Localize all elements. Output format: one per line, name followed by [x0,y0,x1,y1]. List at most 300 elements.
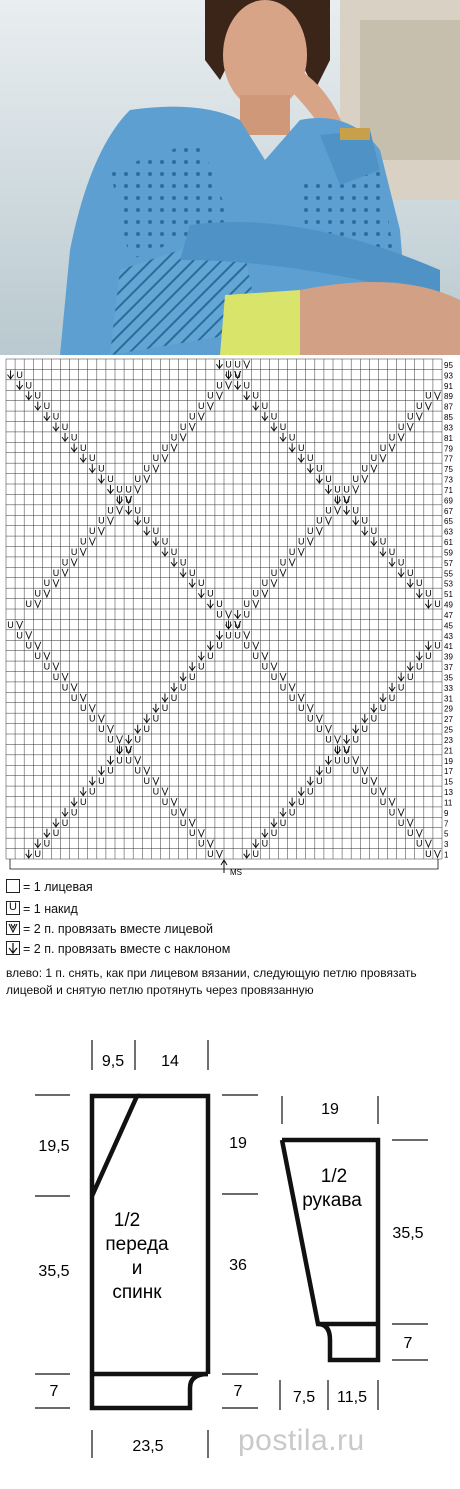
yarn-over-symbol: U [125,755,132,766]
yarn-over-symbol: U [316,515,323,526]
yarn-over-symbol: U [134,474,141,484]
yarn-over-symbol: U [170,432,178,443]
ssk-symbol [53,818,59,826]
yarn-over-symbol: U [361,515,369,526]
front-back-label-2: переда [105,1234,169,1255]
k2tog-symbol [416,829,422,836]
yarn-over-symbol: U [152,526,160,537]
yarn-over-symbol: U [425,849,432,859]
yarn-over-symbol: U [107,734,114,745]
k2tog-symbol [35,600,41,607]
sleeve-label-2: рукава [302,1190,362,1211]
row-number: 11 [444,798,453,808]
row-number: 61 [444,538,453,547]
row-number: 7 [444,819,449,829]
ssk-symbol [244,391,250,399]
ssk-symbol [344,506,350,514]
yarn-over-symbol: U [279,557,287,568]
yarn-over-symbol: U [43,838,51,849]
yarn-over-symbol: U [25,640,32,651]
ssk-symbol [271,423,277,431]
yarn-over-symbol: U [107,474,114,484]
yarn-over-symbol: U [225,359,232,370]
yarn-over-symbol: U [297,536,305,547]
yarn-over-symbol: U [307,526,314,537]
ssk-symbol [344,735,350,743]
k2tog-symbol [289,558,295,565]
ssk-symbol [262,829,268,837]
yarn-over-symbol: U [89,713,96,724]
yarn-over-symbol: U [397,557,405,568]
k2tog-symbol [62,569,68,576]
row-number: 17 [444,767,453,777]
k2tog-symbol [89,704,95,711]
yarn-over-symbol: U [52,567,60,578]
k2tog-symbol [407,819,413,826]
yarn-over-symbol: U [397,421,405,432]
row-number: 73 [444,475,453,485]
row-number: 57 [444,558,453,568]
yarn-over-symbol: U [89,786,96,797]
row-number: 33 [444,683,453,693]
row-number: 59 [444,548,453,558]
row-number: 35 [444,673,453,683]
k2tog-symbol [53,663,59,670]
k2tog-symbol [171,444,177,451]
k2tog-symbol [144,475,150,482]
ssk-symbol [298,454,304,462]
k2tog-symbol [98,715,104,722]
ssk-symbol [298,787,304,795]
yarn-over-symbol: U [370,713,378,724]
yarn-over-symbol: U [98,463,105,474]
dim-sleeve-top: 19 [321,1101,339,1118]
k2tog-symbol [44,590,50,597]
yarn-over-symbol: U [325,765,332,776]
dim-sleeve-cuff: 7 [403,1335,413,1352]
yarn-over-symbol: U [79,703,87,714]
yarn-over-symbol: U [134,765,141,776]
ssk-symbol [362,527,368,535]
yarn-over-symbol: U [152,786,160,797]
yarn-over-symbol: U [188,671,196,682]
k2tog-symbol [380,454,386,461]
ssk-symbol [262,412,268,420]
yarn-over-symbol: U [125,494,132,505]
yarn-over-symbol: U [334,744,341,755]
yarn-over-symbol: U [188,828,196,839]
row-number: 29 [444,704,453,714]
k2tog-symbol [35,642,41,649]
k2tog-symbol [153,465,159,472]
ssk-symbol [135,516,141,524]
yarn-over-symbol: U [261,578,269,589]
yarn-over-symbol: U [325,474,332,484]
k2tog-symbol [117,506,123,513]
yarn-over-symbol: U [352,474,359,484]
yarn-over-symbol: U [225,630,232,641]
k2tog-symbol [244,361,250,368]
yarn-over-symbol: U [34,849,42,859]
row-number: 19 [444,756,453,766]
yarn-over-symbol: U [188,411,196,422]
k2tog-symbol [298,694,304,701]
yarn-over-symbol: U [252,651,260,662]
yarn-over-symbol: U [161,536,169,547]
k2tog-symbol [226,611,232,618]
yarn-over-symbol: U [234,630,241,641]
k2tog-symbol [44,652,50,659]
yarn-over-symbol: U [61,421,69,432]
yarn-over-symbol: U [325,734,332,745]
ssk-symbol [307,777,313,785]
row-number: 1 [444,850,449,860]
row-number: 21 [444,746,453,756]
k2tog-symbol [80,694,86,701]
yarn-over-symbol: U [134,505,141,516]
yarn-over-symbol: U [352,734,359,745]
k2tog-symbol [226,381,232,388]
row-number: 71 [444,485,453,495]
k2tog-symbol [325,517,331,524]
yarn-over-symbol: U [125,744,132,755]
dim-left-upper: 19,5 [38,1138,70,1155]
yarn-over-symbol: U [361,463,369,474]
row-number: 79 [444,444,453,454]
k2tog-symbol [307,538,313,545]
k2tog-symbol [117,736,123,743]
k2tog-symbol [307,704,313,711]
row-number: 3 [444,840,449,850]
yarn-over-symbol: U [388,807,396,818]
k2tog-symbol [362,475,368,482]
ssk-symbol [389,683,395,691]
ssk-symbol [407,579,413,587]
k2tog-symbol [316,527,322,534]
ssk-symbol [316,766,322,774]
k2tog-symbol [198,413,204,420]
knitting-chart [0,355,460,875]
yarn-over-symbol: U [416,578,423,589]
k2tog-symbol [271,579,277,586]
knitting-chart-grid [0,355,460,875]
k2tog-symbol [271,663,277,670]
ssk-symbol [380,548,386,556]
ssk-symbol [62,433,68,441]
yarn-over-symbol: U [70,692,78,703]
yarn-over-symbol: U [107,505,114,516]
k2tog-symbol [162,788,168,795]
yarn-over-symbol: U [98,724,105,734]
yarn-over-symbol: U [270,567,278,578]
yarn-over-symbol: U [297,796,305,807]
row-number: 23 [444,735,453,745]
ssk-symbol [35,402,41,410]
dim-sleeve-length: 35,5 [392,1225,424,1242]
k2tog-symbol [26,631,32,638]
k2tog-symbol [198,829,204,836]
row-number: 27 [444,715,453,725]
k2tog-symbol [153,777,159,784]
pattern-schematics [0,1030,460,1484]
k2tog-symbol [353,486,359,493]
yarn-over-symbol: U [352,765,359,776]
row-number: 69 [444,496,453,506]
yarn-over-symbol: U [406,411,414,422]
yarn-over-symbol: U [425,390,432,401]
ssk-symbol [425,641,431,649]
yarn-over-symbol: U [43,578,51,589]
yarn-over-symbol: U [188,567,196,578]
yarn-over-symbol: U [179,682,187,693]
yarn-over-symbol: U [234,619,241,630]
yarn-over-symbol: U [307,786,314,797]
yarn-over-symbol: U [225,369,232,380]
ssk-symbol [307,464,313,472]
yarn-over-symbol: U [161,442,169,453]
row-number: 75 [444,465,453,475]
ssk-symbol [416,652,422,660]
row-number: 49 [444,600,453,610]
yarn-over-symbol: U [243,599,250,609]
yarn-over-symbol: U [16,369,23,380]
dim-bottom-width: 23,5 [132,1438,164,1455]
yarn-over-symbol: U [198,401,205,412]
yarn-over-symbol: U [270,671,278,682]
yarn-over-symbol: U [252,588,260,599]
ssk-symbol [162,693,168,701]
yarn-over-symbol: U [107,765,114,776]
ssk-symbol [380,693,386,701]
yarn-over-symbol: U [34,390,42,401]
k2tog-symbol [135,486,141,493]
ssk-symbol [289,798,295,806]
k2tog-symbol [189,819,195,826]
yarn-over-symbol: U [316,724,323,734]
yarn-over-symbol: U [225,619,232,630]
yarn-over-symbol: U [98,515,105,526]
yarn-over-symbol: U [397,682,405,693]
yarn-over-symbol: U [116,744,123,755]
ssk-symbol [207,600,213,608]
k2tog-symbol [89,538,95,545]
k2tog-symbol [17,621,23,628]
yarn-over-symbol: U [170,546,178,557]
yarn-over-symbol: U [370,526,378,537]
yarn-over-symbol: U [379,442,387,453]
row-number: 95 [444,360,453,370]
k2tog-symbol [434,850,440,857]
row-number: 83 [444,423,453,433]
legend-knit: = 1 лицевая [6,879,93,895]
yarn-over-symbol: U [116,484,123,495]
yarn-over-symbol: U [416,838,423,849]
yarn-over-symbol: U [207,588,214,599]
row-number: 25 [444,725,453,735]
k2tog-symbol [353,756,359,763]
k2tog-symbol [180,808,186,815]
k2tog-symbol-icon [6,921,20,935]
legend [0,875,460,1025]
yarn-over-symbol: U [343,755,350,766]
yarn-over-symbol: U [334,484,341,495]
ssk-symbol [26,391,32,399]
yarn-over-symbol: U [98,776,105,787]
yarn-over-symbol: U [125,484,132,495]
k2tog-symbol [244,631,250,638]
ssk-symbol [171,683,177,691]
dim-sleeve-bottom-right: 11,5 [337,1389,367,1406]
ssk-symbol [235,610,241,618]
yarn-over-symbol: U [52,411,60,422]
yarn-over-symbol: U [170,807,178,818]
yarn-over-symbol: U [307,453,314,464]
k2tog-symbol [389,444,395,451]
yarn-over-symbol: U [279,817,287,828]
row-number: 15 [444,777,453,787]
dim-left-bottom: 7 [49,1383,59,1400]
k2tog-symbol [289,683,295,690]
yarn-over-symbol: U [116,494,123,505]
k2tog-symbol [389,798,395,805]
ssk-symbol [180,673,186,681]
yarn-over-symbol: U [406,671,414,682]
yarn-over-symbol: U [179,421,187,432]
row-number: 55 [444,569,453,579]
yarn-over-symbol: U [216,640,223,651]
yarn-over-symbol: U [370,453,378,464]
row-number: 39 [444,652,453,662]
ssk-symbol [135,725,141,733]
yarn-over-symbol: U [252,390,260,401]
yarn-over-symbol: U [216,609,223,620]
row-number: 53 [444,579,453,589]
yarn-over-symbol: U [379,796,387,807]
row-number: 13 [444,788,453,797]
front-back-label-1: 1/2 [113,1210,141,1231]
ssk-symbol [62,808,68,816]
yarn-over-symbol: U [388,432,396,443]
yarn-over-symbol: U [416,661,423,672]
dim-right-middle: 36 [229,1257,247,1274]
yarn-over-symbol: U [307,713,314,724]
yarn-over-symbol: U [316,776,323,787]
k2tog-symbol [107,517,113,524]
k2tog-symbol [280,673,286,680]
ssk-symbol [216,360,222,368]
yarn-over-symbol: U [261,401,269,412]
dim-shoulder-width: 14 [161,1053,179,1070]
k2tog-symbol [216,850,222,857]
k2tog-symbol [253,600,259,607]
ssk-symbol [353,516,359,524]
row-number: 51 [444,590,453,600]
ssk-symbol [35,839,41,847]
yarn-over-symbol-icon: U [6,901,20,915]
sleeve-label-1: 1/2 [320,1166,348,1187]
ssk-symbol [126,735,132,743]
k2tog-symbol [262,652,268,659]
k2tog-symbol [216,392,222,399]
k2tog-symbol [362,767,368,774]
ssk-symbol [362,714,368,722]
ssk-symbol-icon [6,941,20,955]
front-back-label-4: спинк [112,1282,162,1303]
yarn-over-symbol: U [406,828,414,839]
yarn-over-symbol: U [388,546,396,557]
ssk-symbol [44,829,50,837]
dim-right-upper: 19 [229,1135,247,1152]
k2tog-symbol [135,756,141,763]
ssk-symbol [416,589,422,597]
k2tog-symbol [71,683,77,690]
ssk-symbol [80,454,86,462]
yarn-over-symbol: U [270,411,278,422]
k2tog-symbol [335,506,341,513]
k2tog-symbol [262,590,268,597]
k2tog-symbol [416,413,422,420]
yarn-over-symbol: U [297,442,305,453]
row-number: 65 [444,517,453,527]
knit-symbol-icon [6,879,20,893]
k2tog-symbol [434,392,440,399]
yarn-over-symbol: U [43,661,51,672]
ssk-symbol [235,381,241,389]
ssk-symbol [53,423,59,431]
ssk-symbol [316,475,322,483]
yarn-over-symbol: U [52,828,60,839]
k2tog-symbol [425,402,431,409]
ssk-symbol [71,798,77,806]
yarn-over-symbol: U [379,703,387,714]
yarn-over-symbol: U [143,776,151,787]
yarn-over-symbol: U [152,453,160,464]
row-number: 85 [444,413,453,422]
yarn-over-symbol: U [70,807,78,818]
yarn-over-symbol: U [207,390,214,401]
row-number: 91 [444,381,453,391]
yarn-over-symbol: U [216,380,223,391]
yarn-over-symbol: U [243,640,250,651]
ssk-symbol [271,818,277,826]
yarn-over-symbol: U [425,588,432,599]
ssk-symbol [198,652,204,660]
yarn-over-symbol: U [434,599,441,609]
yarn-over-symbol: U [243,609,250,620]
k2tog-symbol [335,736,341,743]
yarn-over-symbol: U [89,526,96,537]
row-number: 31 [444,694,453,704]
yarn-over-symbol: U [25,599,32,609]
yarn-over-symbol: U [343,744,350,755]
yarn-over-symbol: U [325,505,332,516]
k2tog-symbol [325,725,331,732]
yarn-over-symbol: U [161,796,169,807]
row-number: 5 [444,829,449,839]
yarn-over-symbol: U [397,817,405,828]
yarn-over-symbol: U [361,724,369,734]
ssk-symbol [189,579,195,587]
dim-neck-width: 9,5 [101,1053,125,1070]
yarn-over-symbol: U [61,682,69,693]
k2tog-symbol [107,725,113,732]
yarn-over-symbol: U [134,734,141,745]
ssk-symbol [107,756,113,764]
yarn-over-symbol: U [279,682,287,693]
yarn-over-symbol: U [143,515,151,526]
model-photo [0,0,460,355]
k2tog-symbol [144,767,150,774]
